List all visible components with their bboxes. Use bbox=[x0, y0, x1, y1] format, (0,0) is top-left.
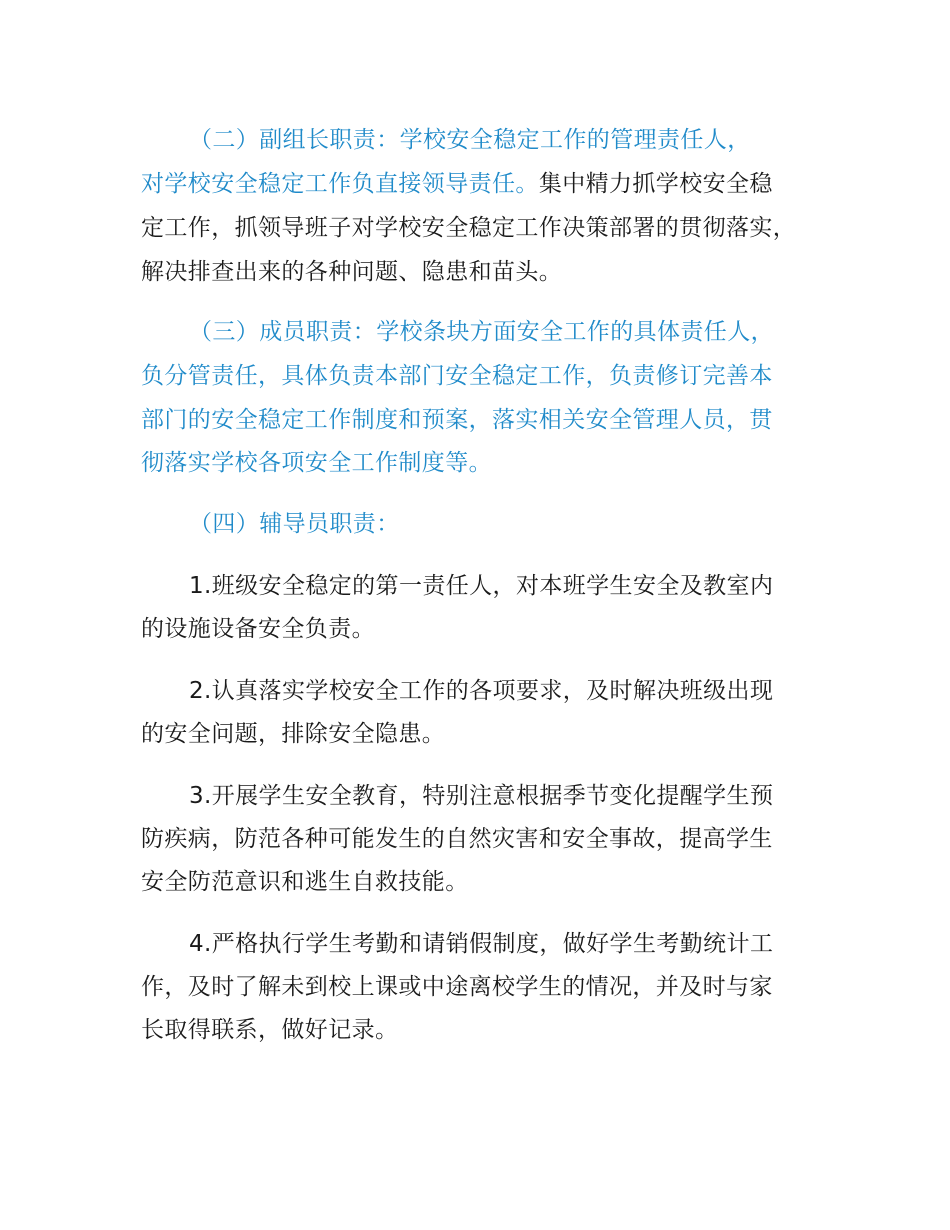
deputy-leader-line-2 bbox=[141, 168, 773, 200]
item-4-line-2: 作，及时了解未到校上课或中途离校学生的情况，并及时与家 bbox=[141, 974, 773, 1000]
deputy-leader-line-2-highlight: 对学校安全稳定工作负直接领导责任。 bbox=[141, 171, 539, 197]
counselor-heading: （四）辅导员职责： bbox=[189, 511, 400, 537]
item-3-line-1: 3.开展学生安全教育，特别注意根据季节变化提醒学生预 bbox=[189, 783, 774, 809]
item-2-line-2: 的安全问题，排除安全隐患。 bbox=[141, 721, 446, 747]
deputy-leader-line-1: （二）副组长职责：学校安全稳定工作的管理责任人， bbox=[189, 127, 751, 153]
item-1-line-2: 的设施设备安全负责。 bbox=[141, 616, 375, 642]
deputy-leader-line-3: 定工作，抓领导班子对学校安全稳定工作决策部署的贯彻落实， bbox=[141, 215, 797, 241]
item-4-line-3: 长取得联系，做好记录。 bbox=[141, 1017, 399, 1043]
item-2-line-1: 2.认真落实学校安全工作的各项要求，及时解决班级出现 bbox=[189, 678, 774, 704]
member-duties-line-2: 负分管责任，具体负责本部门安全稳定工作，负责修订完善本 bbox=[141, 363, 773, 389]
member-duties-line-4: 彻落实学校各项安全工作制度等。 bbox=[141, 450, 492, 476]
item-3-line-3: 安全防范意识和逃生自救技能。 bbox=[141, 869, 469, 895]
item-3-line-2: 防疾病，防范各种可能发生的自然灾害和安全事故，提高学生 bbox=[141, 826, 773, 852]
member-duties-line-1: （三）成员职责：学校条块方面安全工作的具体责任人， bbox=[189, 319, 774, 345]
deputy-leader-line-4: 解决排查出来的各种问题、隐患和苗头。 bbox=[141, 259, 563, 285]
item-1-line-1: 1.班级安全稳定的第一责任人，对本班学生安全及教室内 bbox=[189, 573, 774, 599]
item-4-line-1: 4.严格执行学生考勤和请销假制度，做好学生考勤统计工 bbox=[189, 931, 774, 957]
member-duties-line-3: 部门的安全稳定工作制度和预案，落实相关安全管理人员，贯 bbox=[141, 407, 773, 433]
deputy-leader-line-2-rest: 集中精力抓学校安全稳 bbox=[538, 171, 773, 197]
